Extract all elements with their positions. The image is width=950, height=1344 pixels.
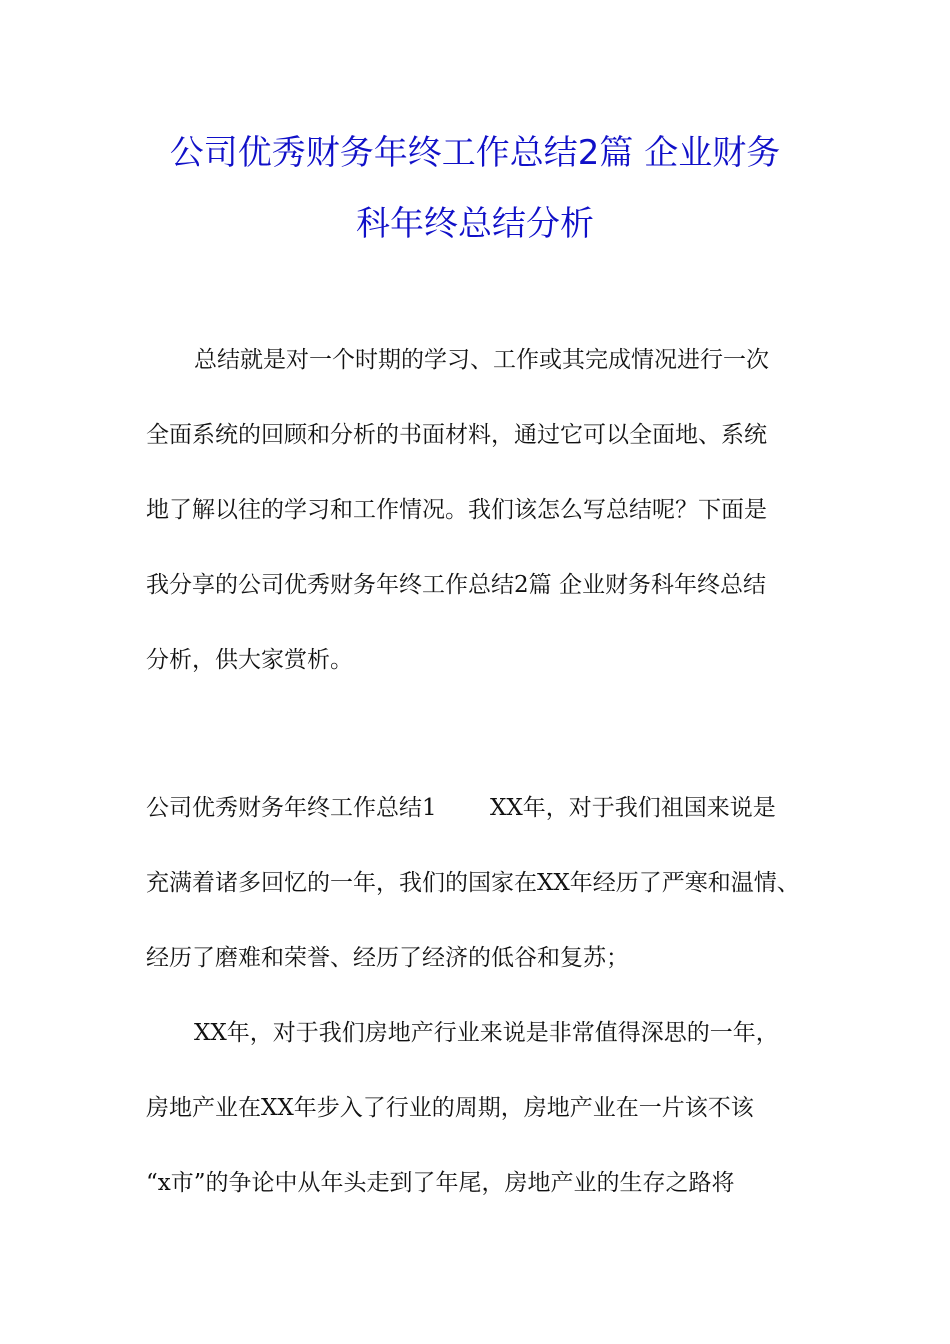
paragraph-3-line-3: “x市”的争论中从年头走到了年尾，房地产业的生存之路将 [146, 1170, 735, 1196]
paragraph-2-line-3: 经历了磨难和荣誉、经历了经济的低谷和复苏； [146, 945, 629, 971]
paragraph-1-line-1: 总结就是对一个时期的学习、工作或其完成情况进行一次 [194, 347, 769, 373]
paragraph-3-line-2: 房地产业在XX年步入了行业的周期，房地产业在一片该不该 [146, 1095, 754, 1121]
paragraph-3-line-1: XX年，对于我们房地产行业来说是非常值得深思的一年， [194, 1020, 779, 1046]
paragraph-1-line-4: 我分享的公司优秀财务年终工作总结2篇 企业财务科年终总结 [146, 572, 766, 598]
paragraph-1-line-5: 分析，供大家赏析。 [146, 647, 353, 673]
document-title-line-1: 公司优秀财务年终工作总结2篇 企业财务 [169, 133, 781, 173]
paragraph-1-line-2: 全面系统的回顾和分析的书面材料，通过它可以全面地、系统 [146, 422, 767, 448]
paragraph-2-line-1: 公司优秀财务年终工作总结1 XX年，对于我们祖国来说是 [146, 795, 776, 821]
paragraph-1-line-3: 地了解以往的学习和工作情况。我们该怎么写总结呢？下面是 [146, 497, 767, 523]
paragraph-2-line-2: 充满着诸多回忆的一年，我们的国家在XX年经历了严寒和温情、 [146, 870, 800, 896]
document-title-line-2: 科年终总结分析 [356, 204, 594, 244]
